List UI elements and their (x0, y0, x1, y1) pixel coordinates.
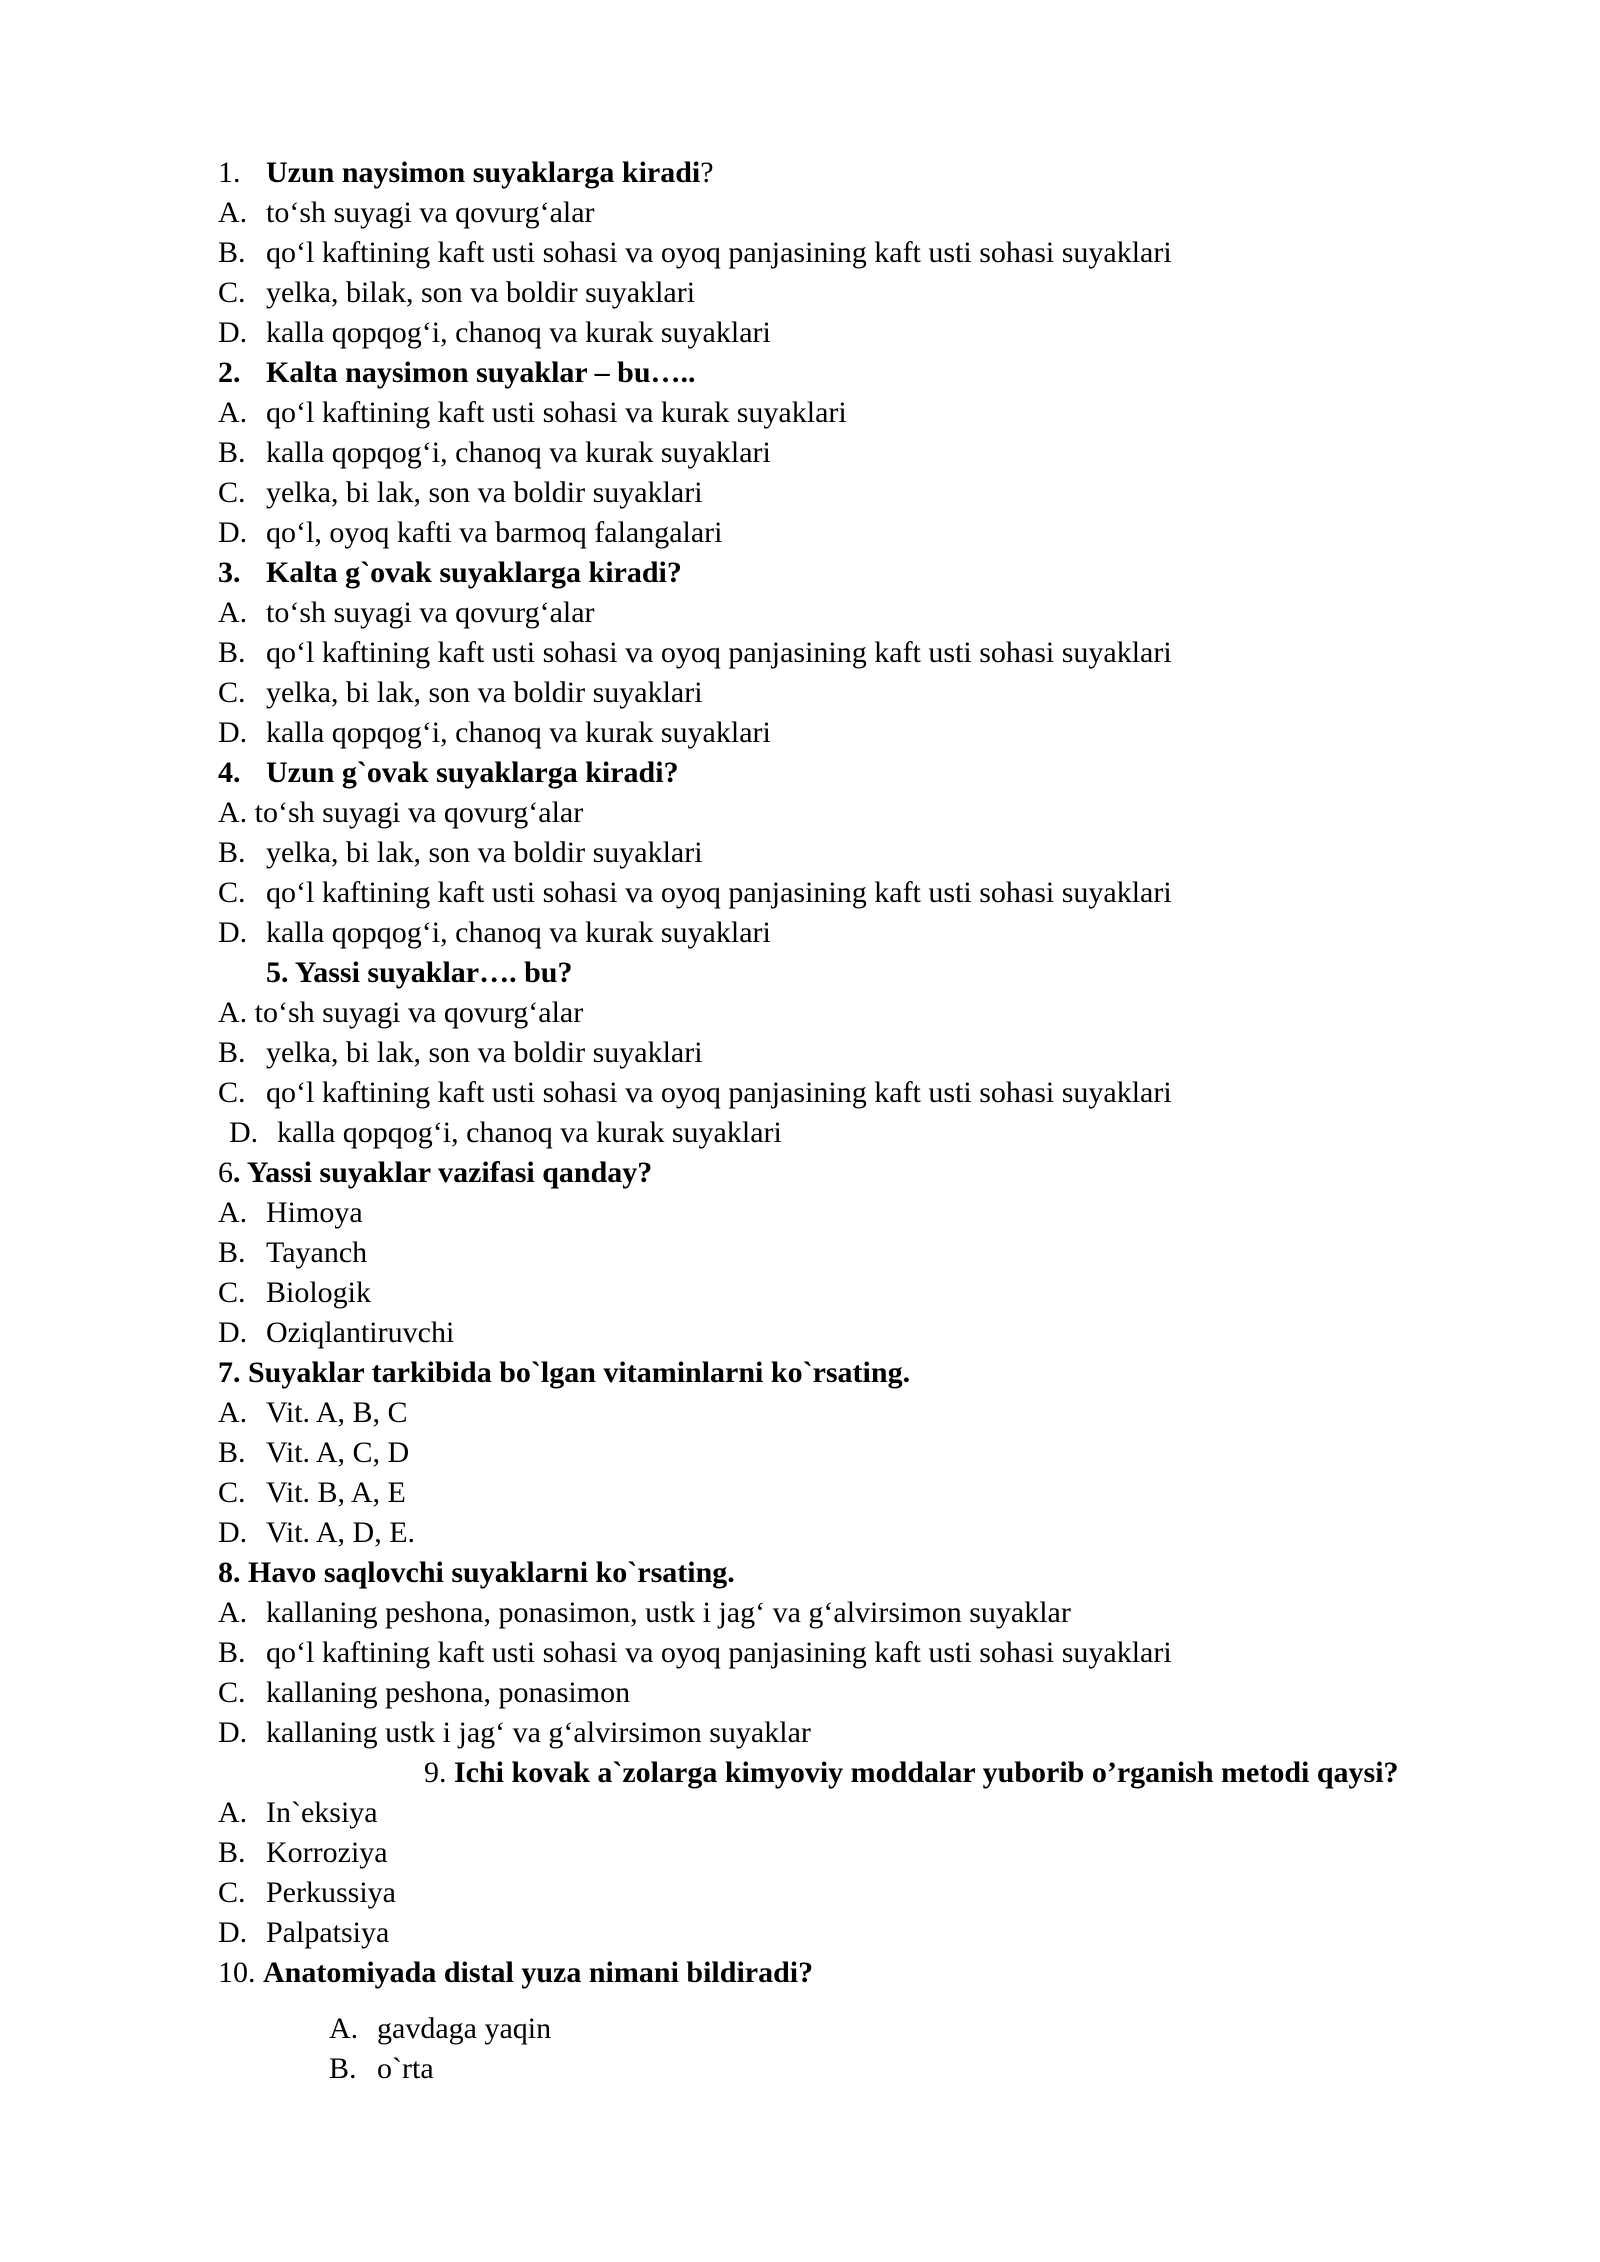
option-letter: A. (218, 1196, 248, 1229)
option-10b (329, 2049, 434, 2089)
question-10 (218, 1953, 813, 1993)
option-3b (218, 633, 1172, 673)
option-6b (218, 1233, 367, 1273)
option-text: Vit. A, B, C (266, 1396, 408, 1429)
option-letter: B. (218, 1436, 246, 1469)
option-letter: B. (218, 436, 246, 469)
question-text: Kalta naysimon suyaklar – bu….. (266, 356, 696, 389)
option-text: Vit. B, A, E (266, 1476, 406, 1509)
option-letter: B. (218, 1836, 246, 1869)
option-text: Vit. A, C, D (266, 1436, 410, 1469)
question-number: 6 (218, 1156, 233, 1189)
option-2a (218, 393, 847, 433)
option-letter: C. (218, 876, 246, 909)
option-2d (218, 513, 723, 553)
question-4 (218, 753, 679, 793)
option-4b (218, 833, 703, 873)
option-9a (218, 1793, 378, 1833)
option-5a (218, 993, 583, 1033)
question-text: Ichi kovak a`zolarga kimyoviy moddalar yuborib o’rganish metodi qaysi? (454, 1756, 1399, 1789)
option-text: kallaning peshona, ponasimon (266, 1676, 631, 1709)
option-letter: C. (218, 1676, 246, 1709)
option-1b (218, 233, 1172, 273)
question-text: Kalta g`ovak suyaklarga kiradi? (266, 556, 682, 589)
option-letter: A. (329, 2012, 359, 2045)
question-text: Uzun g`ovak suyaklarga kiradi? (266, 756, 679, 789)
option-1a (218, 193, 595, 233)
option-letter: D. (218, 1716, 248, 1749)
option-letter: A. (218, 596, 248, 629)
option-letter: D. (218, 516, 248, 549)
option-letter: D. (218, 1316, 248, 1349)
option-text: kallaning ustk i jag‘ va g‘alvirsimon suyaklar (266, 1716, 811, 1749)
option-letter: C. (218, 676, 246, 709)
option-letter: A. (218, 196, 248, 229)
option-1c (218, 273, 695, 313)
option-text: o`rta (377, 2052, 434, 2085)
option-4d (218, 913, 771, 953)
option-3a (218, 593, 595, 633)
question-6 (218, 1153, 652, 1193)
option-2b (218, 433, 771, 473)
option-8d (218, 1713, 811, 1753)
option-letter: C. (218, 276, 246, 309)
question-text: . Yassi suyaklar vazifasi qanday? (233, 1156, 653, 1189)
option-letter: A. (218, 396, 248, 429)
option-letter: C. (218, 1276, 246, 1309)
question-suffix: ? (700, 156, 714, 189)
option-7a (218, 1393, 408, 1433)
option-6c (218, 1273, 371, 1313)
option-letter: C. (218, 1876, 246, 1909)
option-text: to‘sh suyagi va qovurg‘alar (254, 996, 584, 1029)
option-letter: B. (329, 2052, 357, 2085)
question-number: 3. (218, 556, 241, 589)
question-text: 8. Havo saqlovchi suyaklarni ko`rsating. (218, 1556, 735, 1589)
option-letter: B. (218, 636, 246, 669)
option-5b (218, 1033, 703, 1073)
option-8c (218, 1673, 630, 1713)
question-8 (218, 1553, 735, 1593)
option-4c (218, 873, 1172, 913)
option-letter: C. (218, 476, 246, 509)
option-letter: D. (218, 316, 248, 349)
option-8b (218, 1633, 1172, 1673)
option-9d (218, 1913, 389, 1953)
option-text: qo‘l, oyoq kafti va barmoq falangalari (266, 516, 723, 549)
option-letter: C. (218, 1076, 246, 1109)
option-text: qo‘l kaftining kaft usti sohasi va oyoq panjasining kaft usti sohasi suyaklari (266, 1636, 1172, 1669)
question-3 (218, 553, 682, 593)
option-text: yelka, bi lak, son va boldir suyaklari (266, 676, 703, 709)
option-text: kalla qopqog‘i, chanoq va kurak suyaklari (266, 916, 771, 949)
option-letter: D. (218, 716, 248, 749)
question-9 (424, 1753, 1399, 1793)
option-text: to‘sh suyagi va qovurg‘alar (254, 796, 584, 829)
option-letter: A. (218, 796, 248, 829)
question-number: 1. (218, 156, 241, 189)
option-3d (218, 713, 771, 753)
option-text: kalla qopqog‘i, chanoq va kurak suyaklari (266, 716, 771, 749)
option-letter: A. (218, 1796, 248, 1829)
option-letter: D. (229, 1116, 259, 1149)
option-text: yelka, bi lak, son va boldir suyaklari (266, 836, 703, 869)
option-text: qo‘l kaftining kaft usti sohasi va oyoq panjasining kaft usti sohasi suyaklari (266, 1076, 1172, 1109)
option-1d (218, 313, 771, 353)
option-text: gavdaga yaqin (377, 2012, 552, 2045)
option-text: Korroziya (266, 1836, 388, 1869)
option-letter: A. (218, 1596, 248, 1629)
option-8a (218, 1593, 1071, 1633)
option-text: In`eksiya (266, 1796, 378, 1829)
question-text: 7. Suyaklar tarkibida bo`lgan vitaminlarni ko`rsating. (218, 1356, 911, 1389)
option-letter: B. (218, 1236, 246, 1269)
option-letter: B. (218, 836, 246, 869)
option-7b (218, 1433, 409, 1473)
question-number: 4. (218, 756, 241, 789)
option-letter: A. (218, 1396, 248, 1429)
option-2c (218, 473, 703, 513)
option-text: Palpatsiya (266, 1916, 390, 1949)
option-text: kalla qopqog‘i, chanoq va kurak suyaklari (266, 436, 771, 469)
option-text: Perkussiya (266, 1876, 396, 1909)
option-letter: B. (218, 1036, 246, 1069)
option-text: kalla qopqog‘i, chanoq va kurak suyaklari (277, 1116, 782, 1149)
option-letter: D. (218, 1916, 248, 1949)
question-text: Anatomiyada distal yuza nimani bildiradi? (263, 1956, 814, 1989)
question-1 (218, 153, 714, 193)
question-text: 5. Yassi suyaklar…. bu? (266, 956, 573, 989)
option-letter: B. (218, 1636, 246, 1669)
option-text: yelka, bi lak, son va boldir suyaklari (266, 1036, 703, 1069)
question-number: 9. (424, 1756, 447, 1789)
option-text: qo‘l kaftining kaft usti sohasi va oyoq panjasining kaft usti sohasi suyaklari (266, 236, 1172, 269)
option-10a (329, 2009, 551, 2049)
option-text: to‘sh suyagi va qovurg‘alar (266, 196, 595, 229)
option-letter: D. (218, 916, 248, 949)
option-letter: D. (218, 1516, 248, 1549)
option-6d (218, 1313, 454, 1353)
option-4a (218, 793, 583, 833)
option-text: qo‘l kaftining kaft usti sohasi va oyoq panjasining kaft usti sohasi suyaklari (266, 876, 1172, 909)
question-2 (218, 353, 696, 393)
option-text: Biologik (266, 1276, 372, 1309)
option-letter: A. (218, 996, 248, 1029)
option-7d (218, 1513, 415, 1553)
option-text: qo‘l kaftining kaft usti sohasi va kurak suyaklari (266, 396, 847, 429)
option-letter: B. (218, 236, 246, 269)
question-7 (218, 1353, 910, 1393)
option-text: Tayanch (266, 1236, 368, 1269)
question-number: 10. (218, 1956, 256, 1989)
option-9b (218, 1833, 388, 1873)
option-text: kallaning peshona, ponasimon, ustk i jag‘ va g‘alvirsimon suyaklar (266, 1596, 1071, 1629)
option-5d (229, 1113, 782, 1153)
option-text: Himoya (266, 1196, 363, 1229)
option-7c (218, 1473, 406, 1513)
question-text: Uzun naysimon suyaklarga kiradi (266, 156, 701, 189)
option-text: Vit. A, D, E. (266, 1516, 416, 1549)
option-text: Oziqlantiruvchi (266, 1316, 455, 1349)
option-text: qo‘l kaftining kaft usti sohasi va oyoq panjasining kaft usti sohasi suyaklari (266, 636, 1172, 669)
option-text: yelka, bi lak, son va boldir suyaklari (266, 476, 703, 509)
question-number: 2. (218, 356, 241, 389)
option-text: kalla qopqog‘i, chanoq va kurak suyaklari (266, 316, 771, 349)
question-5 (266, 953, 572, 993)
option-9c (218, 1873, 396, 1913)
option-text: yelka, bilak, son va boldir suyaklari (266, 276, 696, 309)
option-6a (218, 1193, 363, 1233)
option-letter: C. (218, 1476, 246, 1509)
option-5c (218, 1073, 1172, 1113)
option-3c (218, 673, 703, 713)
option-text: to‘sh suyagi va qovurg‘alar (266, 596, 595, 629)
